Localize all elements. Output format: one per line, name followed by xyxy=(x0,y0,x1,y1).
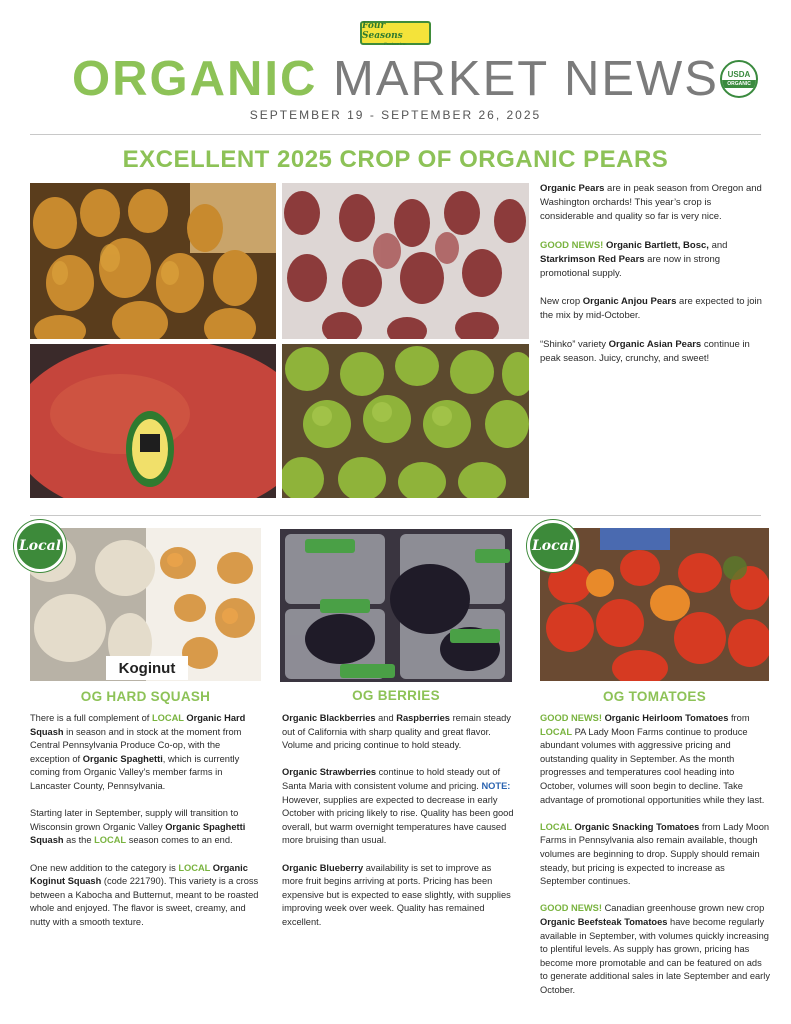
pears-headline: EXCELLENT 2025 CROP OF ORGANIC PEARS xyxy=(122,146,669,173)
tomatoes-text: PA Lady Moon Farms continue to produce abundant volumes with aggressive pricing and outstanding quality in September. As the month progresses and temperatures cool heading into October, volumes will soon begin to decline. Take advantage of promotional opportunities while they last. xyxy=(540,726,765,805)
berries-text: availability is set to improve as more fruit begins arriving at ports. Pricing has been expensive but is expected to ease slightly, with supplies improving week over week. Quality has remained excellent. xyxy=(282,862,511,927)
squash-bold: Organic Spaghetti xyxy=(82,753,163,764)
local-label: LOCAL xyxy=(94,835,127,846)
berries-text: remain steady out of California with sharp quality and great flavor. Volume and pricing continue to hold steady. xyxy=(282,713,511,751)
local-label: LOCAL xyxy=(151,713,184,723)
squash-bold: Organic Koginut Squash xyxy=(30,862,248,887)
local-label: LOCAL xyxy=(178,862,211,873)
red-pears-illustration xyxy=(282,183,529,339)
pears-text: are expected to join the mix by mid-October. xyxy=(540,296,762,322)
usda-organic-seal xyxy=(720,60,758,98)
pears-paragraph xyxy=(540,182,765,225)
squash-article xyxy=(30,712,262,943)
tomatoes-heading: OG TOMATOES xyxy=(602,689,707,704)
berries-illustration xyxy=(280,529,512,682)
berries-paragraph xyxy=(282,862,514,930)
berries-text: and xyxy=(375,713,397,723)
masthead-word-organic: ORGANIC xyxy=(72,52,318,106)
pears-bold: Starkrimson Red Pears xyxy=(540,253,645,265)
squash-text: in season and in stock at the moment from Central Pennsylvania Produce Co-op, with the exception of xyxy=(30,726,242,764)
good-news-label: GOOD NEWS! xyxy=(540,903,602,914)
pears-paragraph xyxy=(540,239,765,282)
good-news-label: GOOD NEWS! xyxy=(540,713,602,723)
pears-text: are now in strong promotional supply. xyxy=(540,253,721,280)
squash-heading: OG HARD SQUASH xyxy=(80,689,211,704)
tomatoes-text: have become regularly available in September, with volumes quickly increasing to plentiful levels. As supply has grown, pricing has become more promotable and can be featured on ads to generate additional sales in late September and early October. xyxy=(540,916,770,995)
green-pears-illustration xyxy=(282,344,529,498)
photo-red-pear-closeup xyxy=(30,344,276,498)
squash-text: There is a full complement of xyxy=(30,713,152,723)
squash-text: season comes to an end. xyxy=(126,835,233,846)
local-label: LOCAL xyxy=(540,821,572,832)
tomatoes-bold: Organic Heirloom Tomatoes xyxy=(601,713,729,723)
tomatoes-text: Canadian greenhouse grown new crop xyxy=(601,903,765,914)
note-label: NOTE: xyxy=(481,780,511,791)
local-label: LOCAL xyxy=(540,726,573,737)
pears-paragraph xyxy=(540,295,765,323)
koginut-label: Koginut xyxy=(106,656,188,680)
tomatoes-bold: Organic Snacking Tomatoes xyxy=(571,821,700,832)
four-seasons-logo xyxy=(360,21,431,45)
logo-subtext: Produce Inc. xyxy=(384,40,407,46)
berries-text: continue to hold steady out of Santa Maria with consistent volume and pricing. xyxy=(282,767,501,791)
pears-article xyxy=(540,182,765,380)
divider xyxy=(30,515,761,516)
pears-text: are in peak season from Oregon and Washington orchards! This year’s crop is considerable and quality so far is very nice. xyxy=(540,183,762,223)
local-badge: Local xyxy=(527,520,579,572)
logo-text: Four Seasons xyxy=(362,20,403,41)
tomatoes-paragraph xyxy=(540,902,770,997)
berries-article xyxy=(282,712,514,943)
squash-text: as the xyxy=(63,835,95,846)
pears-text: New crop xyxy=(540,296,583,308)
tomatoes-bold: Organic Beefsteak Tomatoes xyxy=(540,916,668,927)
squash-paragraph xyxy=(30,807,262,848)
tomatoes-paragraph xyxy=(540,712,770,807)
berries-bold: Raspberries xyxy=(396,713,450,723)
pears-text: continue in peak season. Juicy, crunchy, and sweet! xyxy=(540,338,750,364)
tomatoes-text: from xyxy=(728,713,750,723)
pears-text: “Shinko” variety xyxy=(540,338,609,350)
photo-red-pears xyxy=(282,183,529,339)
squash-paragraph xyxy=(30,712,262,794)
tomatoes-text: from Lady Moon Farms in Pennsylvania also remain available, though volumes are beginning to drop. Supply should remain steady, but pricing is expected to increase as September continues. xyxy=(540,821,770,887)
squash-text: Starting later in September, supply will transition to Wisconsin grown Organic Valley xyxy=(30,808,239,832)
tomatoes-article xyxy=(540,712,770,1011)
photo-bosc-pears xyxy=(30,183,276,339)
masthead-title xyxy=(0,50,791,108)
berries-bold: Organic Blueberry xyxy=(282,862,364,873)
masthead-word-market-news: MARKET NEWS xyxy=(333,52,719,106)
photo-berries xyxy=(280,529,512,682)
pears-text: and xyxy=(708,239,728,251)
date-range: SEPTEMBER 19 - SEPTEMBER 26, 2025 xyxy=(249,108,542,122)
squash-text: , which is currently coming from Organic Valley’s member farms in Lancaster County, Pennsylvania. xyxy=(30,753,240,791)
squash-bold: Organic Hard Squash xyxy=(30,713,246,737)
usda-seal-top: USDA xyxy=(727,70,751,79)
red-pear-closeup-illustration xyxy=(30,344,276,498)
tomatoes-paragraph xyxy=(540,821,770,889)
squash-paragraph xyxy=(30,862,262,930)
good-news-label: GOOD NEWS! xyxy=(540,239,604,251)
pears-bold: Organic Asian Pears xyxy=(608,338,702,350)
photo-green-asian-pears xyxy=(282,344,529,498)
berries-paragraph xyxy=(282,766,514,848)
berries-paragraph xyxy=(282,712,514,753)
local-badge: Local xyxy=(14,520,66,572)
berries-bold: Organic Blackberries xyxy=(282,713,376,723)
berries-text: However, supplies are expected to decrease in early October with pricing likely to rise. Quality has been good overall, but warm overnight temperatures have caused more bruising than usual. xyxy=(282,794,514,846)
divider xyxy=(30,134,761,135)
squash-text: (code 221790). This variety is a cross between a Kabocha and Butternut, meant to be roasted whole and enjoyed. The flavor is sweet, creamy, and nutty with a smooth texture. xyxy=(30,876,259,927)
berries-heading: OG BERRIES xyxy=(352,688,440,703)
squash-text: One new addition to the category is xyxy=(30,862,179,873)
berries-bold: Organic Strawberries xyxy=(282,767,377,778)
pears-bold: Organic Bartlett, Bosc, xyxy=(603,239,709,251)
usda-seal-bottom: ORGANIC xyxy=(722,80,756,88)
squash-bold: Organic Spaghetti Squash xyxy=(30,821,246,846)
pears-bold: Organic Anjou Pears xyxy=(582,296,677,308)
pears-paragraph xyxy=(540,338,765,366)
pears-bold: Organic Pears xyxy=(540,183,605,194)
bosc-pears-illustration xyxy=(30,183,276,339)
